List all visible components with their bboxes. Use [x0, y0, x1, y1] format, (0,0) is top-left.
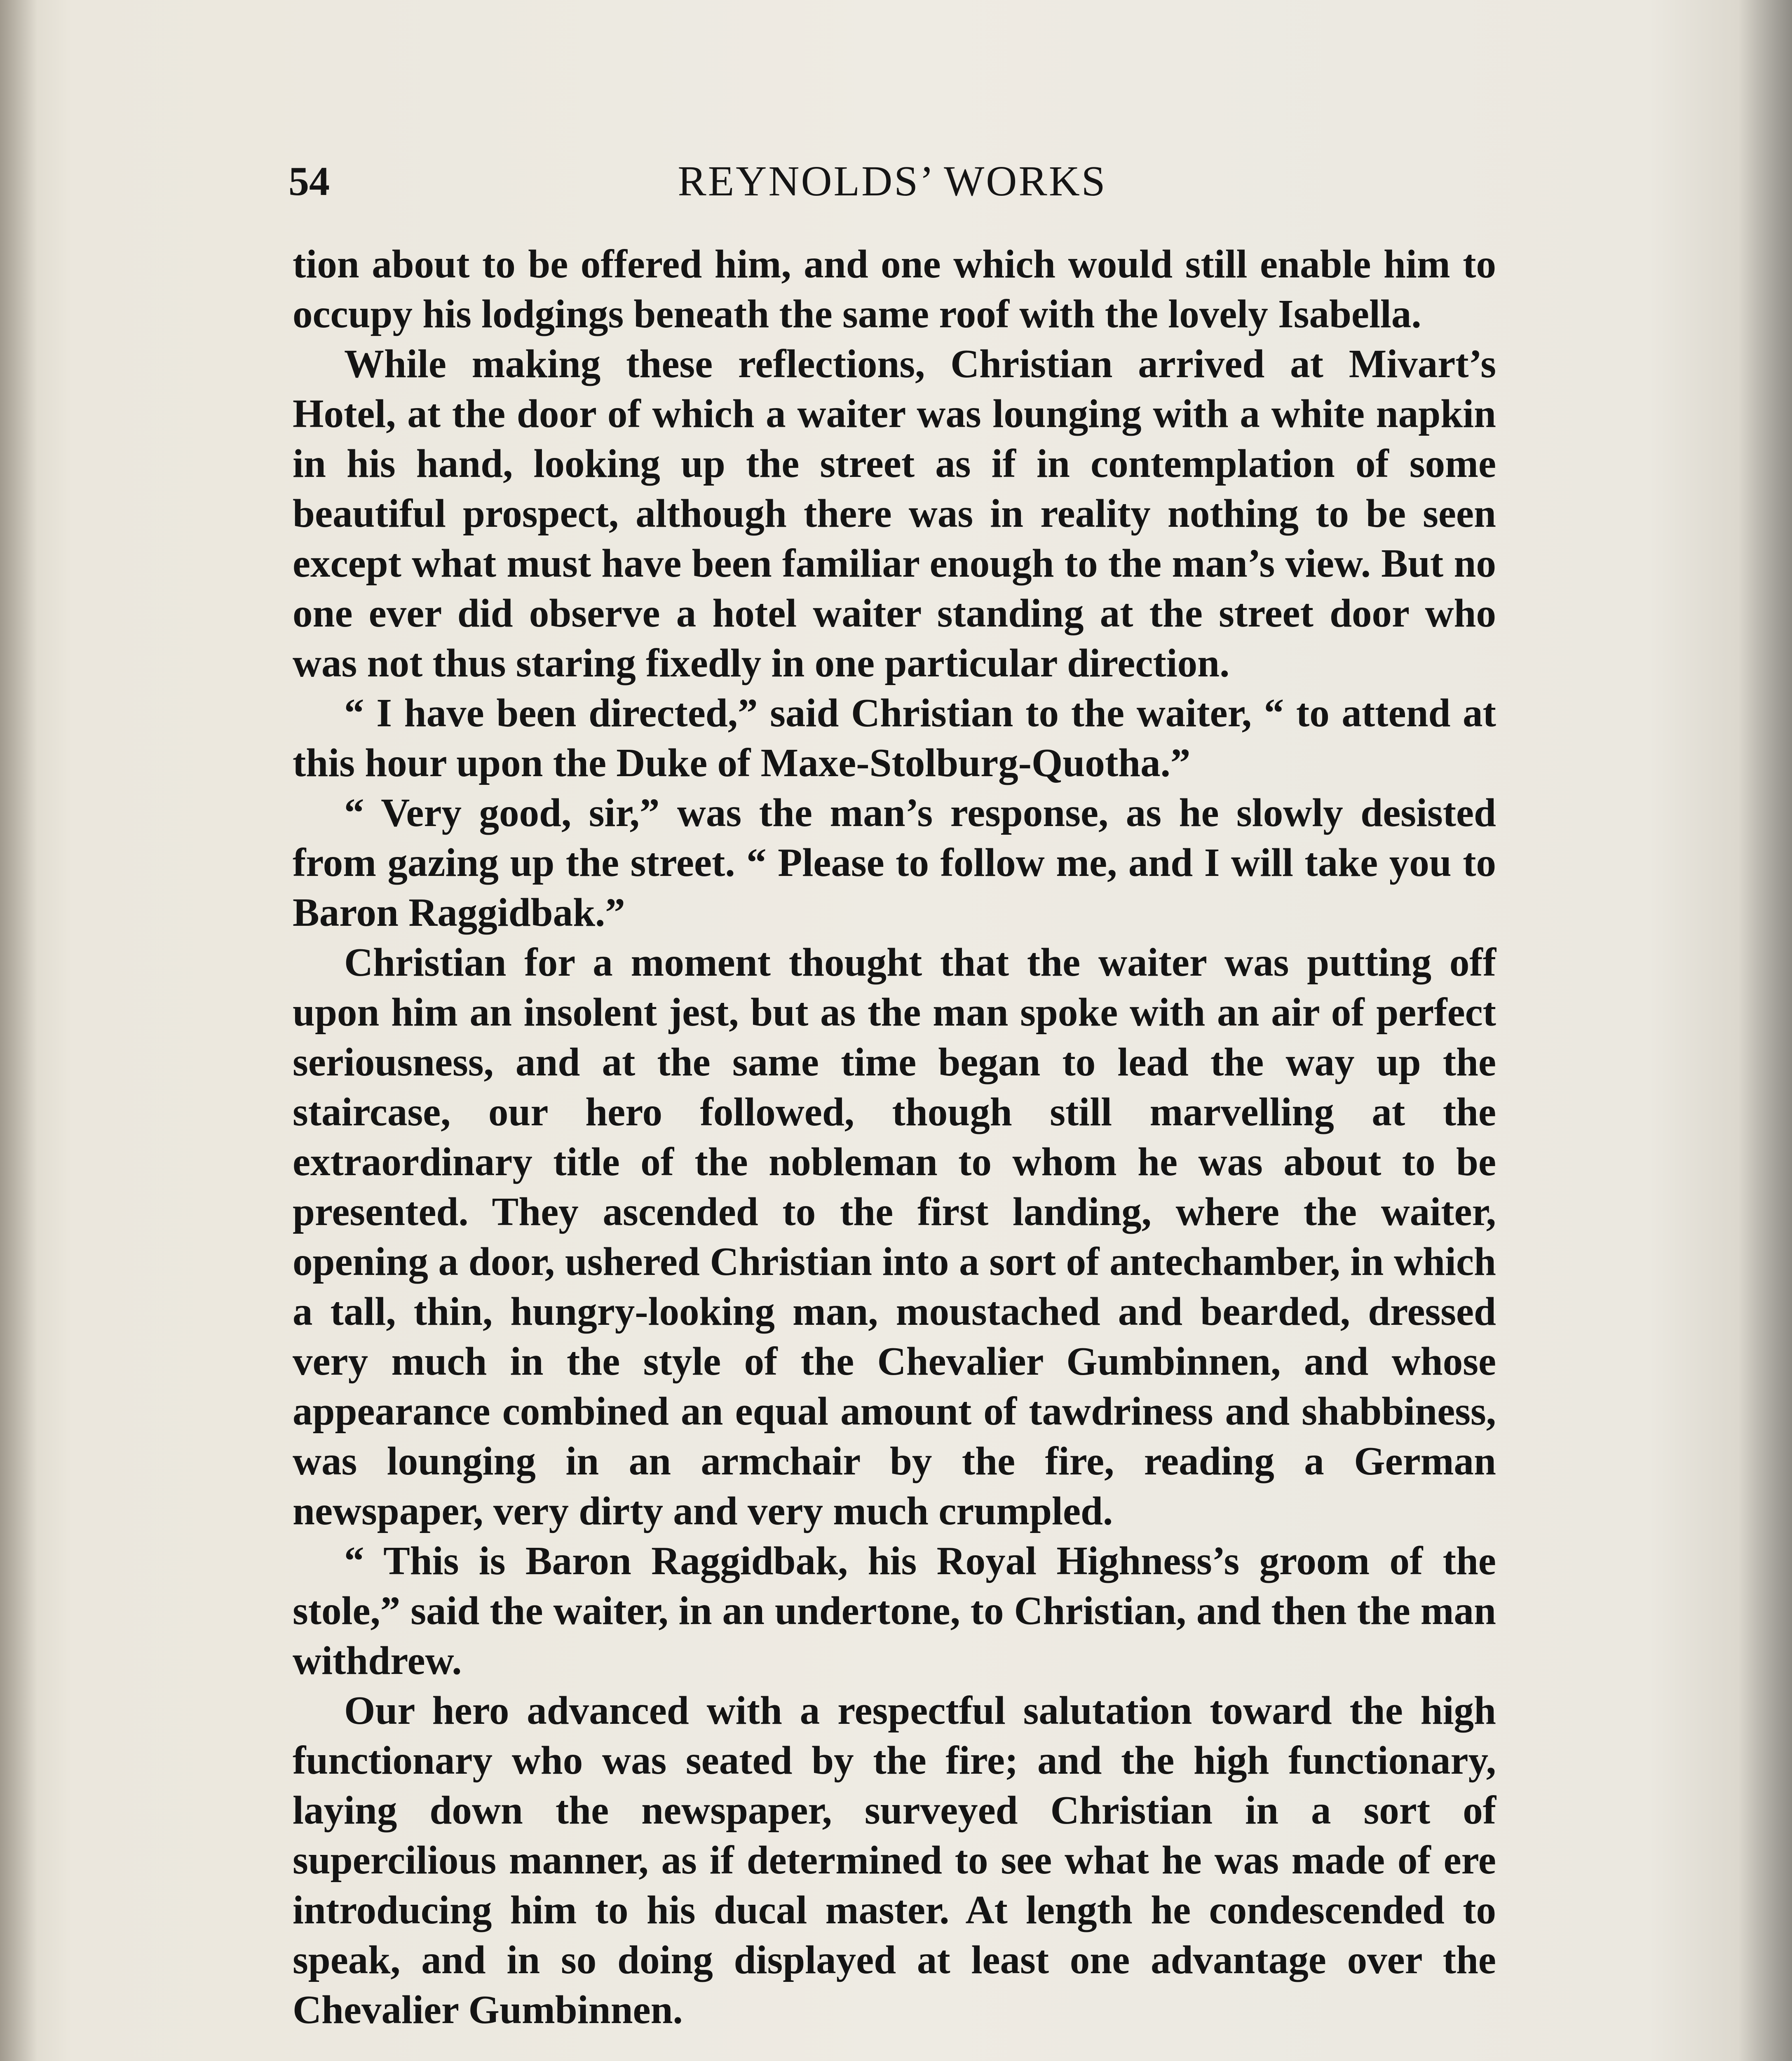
spine-shadow [0, 0, 37, 2061]
paragraph: Our hero advanced with a respectful salutation toward the high functionary who was seated by the fire; and the high functionary, laying down the newspaper, surveyed Christian in a sort of supercilious manner, as if determined to see what he was made of ere introducing him to his ducal master. At length he condescended to speak, and in so doing displayed at least one advantage over the Chevalier Gumbinnen. [293, 1688, 1496, 2032]
body-text [293, 239, 1496, 2035]
page-header [289, 153, 1496, 210]
paragraph: Christian for a moment thought that the waiter was putting off upon him an insolent jest, but as the man spoke with an air of perfect seriousness, and at the same time began to lead the way up the staircase, our hero followed, though still marvelling at the extraordinary title of the nobleman to whom he was about to be presented. They ascended to the first landing, where the waiter, opening a door, ushered Christian into a sort of antechamber, in which a tall, thin, hungry-looking man, moustached and bearded, dressed very much in the style of the Chevalier Gumbinnen, and whose appearance combined an equal amount of tawdriness and shabbiness, was lounging in an armchair by the fire, reading a German newspaper, very dirty and very much crumpled. [293, 940, 1496, 1533]
paragraph: “ Very good, sir,” was the man’s response, as he slowly desisted from gazing up the street. “ Please to follow me, and I will take you to Baron Raggidbak.” [293, 791, 1496, 934]
paragraph: “ I have been directed,” said Christian to the waiter, “ to attend at this hour upon the Duke of Maxe-Stolburg-Quotha.” [293, 691, 1496, 785]
page-number: 54 [289, 158, 330, 204]
paragraph: “ This is Baron Raggidbak, his Royal Highness’s groom of the stole,” said the waiter, in an undertone, to Christian, and then the man withdrew. [293, 1539, 1496, 1683]
page-edge-shadow [1738, 0, 1792, 2061]
paragraph: While making these reflections, Christian arrived at Mivart’s Hotel, at the door of which a waiter was lounging with a white napkin in his hand, looking up the street as if in contemplation of some beautiful prospect, although there was in reality nothing to be seen except what must have been familiar enough to the man’s view. But no one ever did observe a hotel waiter standing at the street door who was not thus staring fixedly in one particular direction. [293, 342, 1496, 685]
paragraph: tion about to be offered him, and one which would still enable him to occupy his lodgings beneath the same roof with the lovely Isabella. [293, 242, 1496, 336]
running-head: REYNOLDS’ WORKS [678, 157, 1107, 205]
